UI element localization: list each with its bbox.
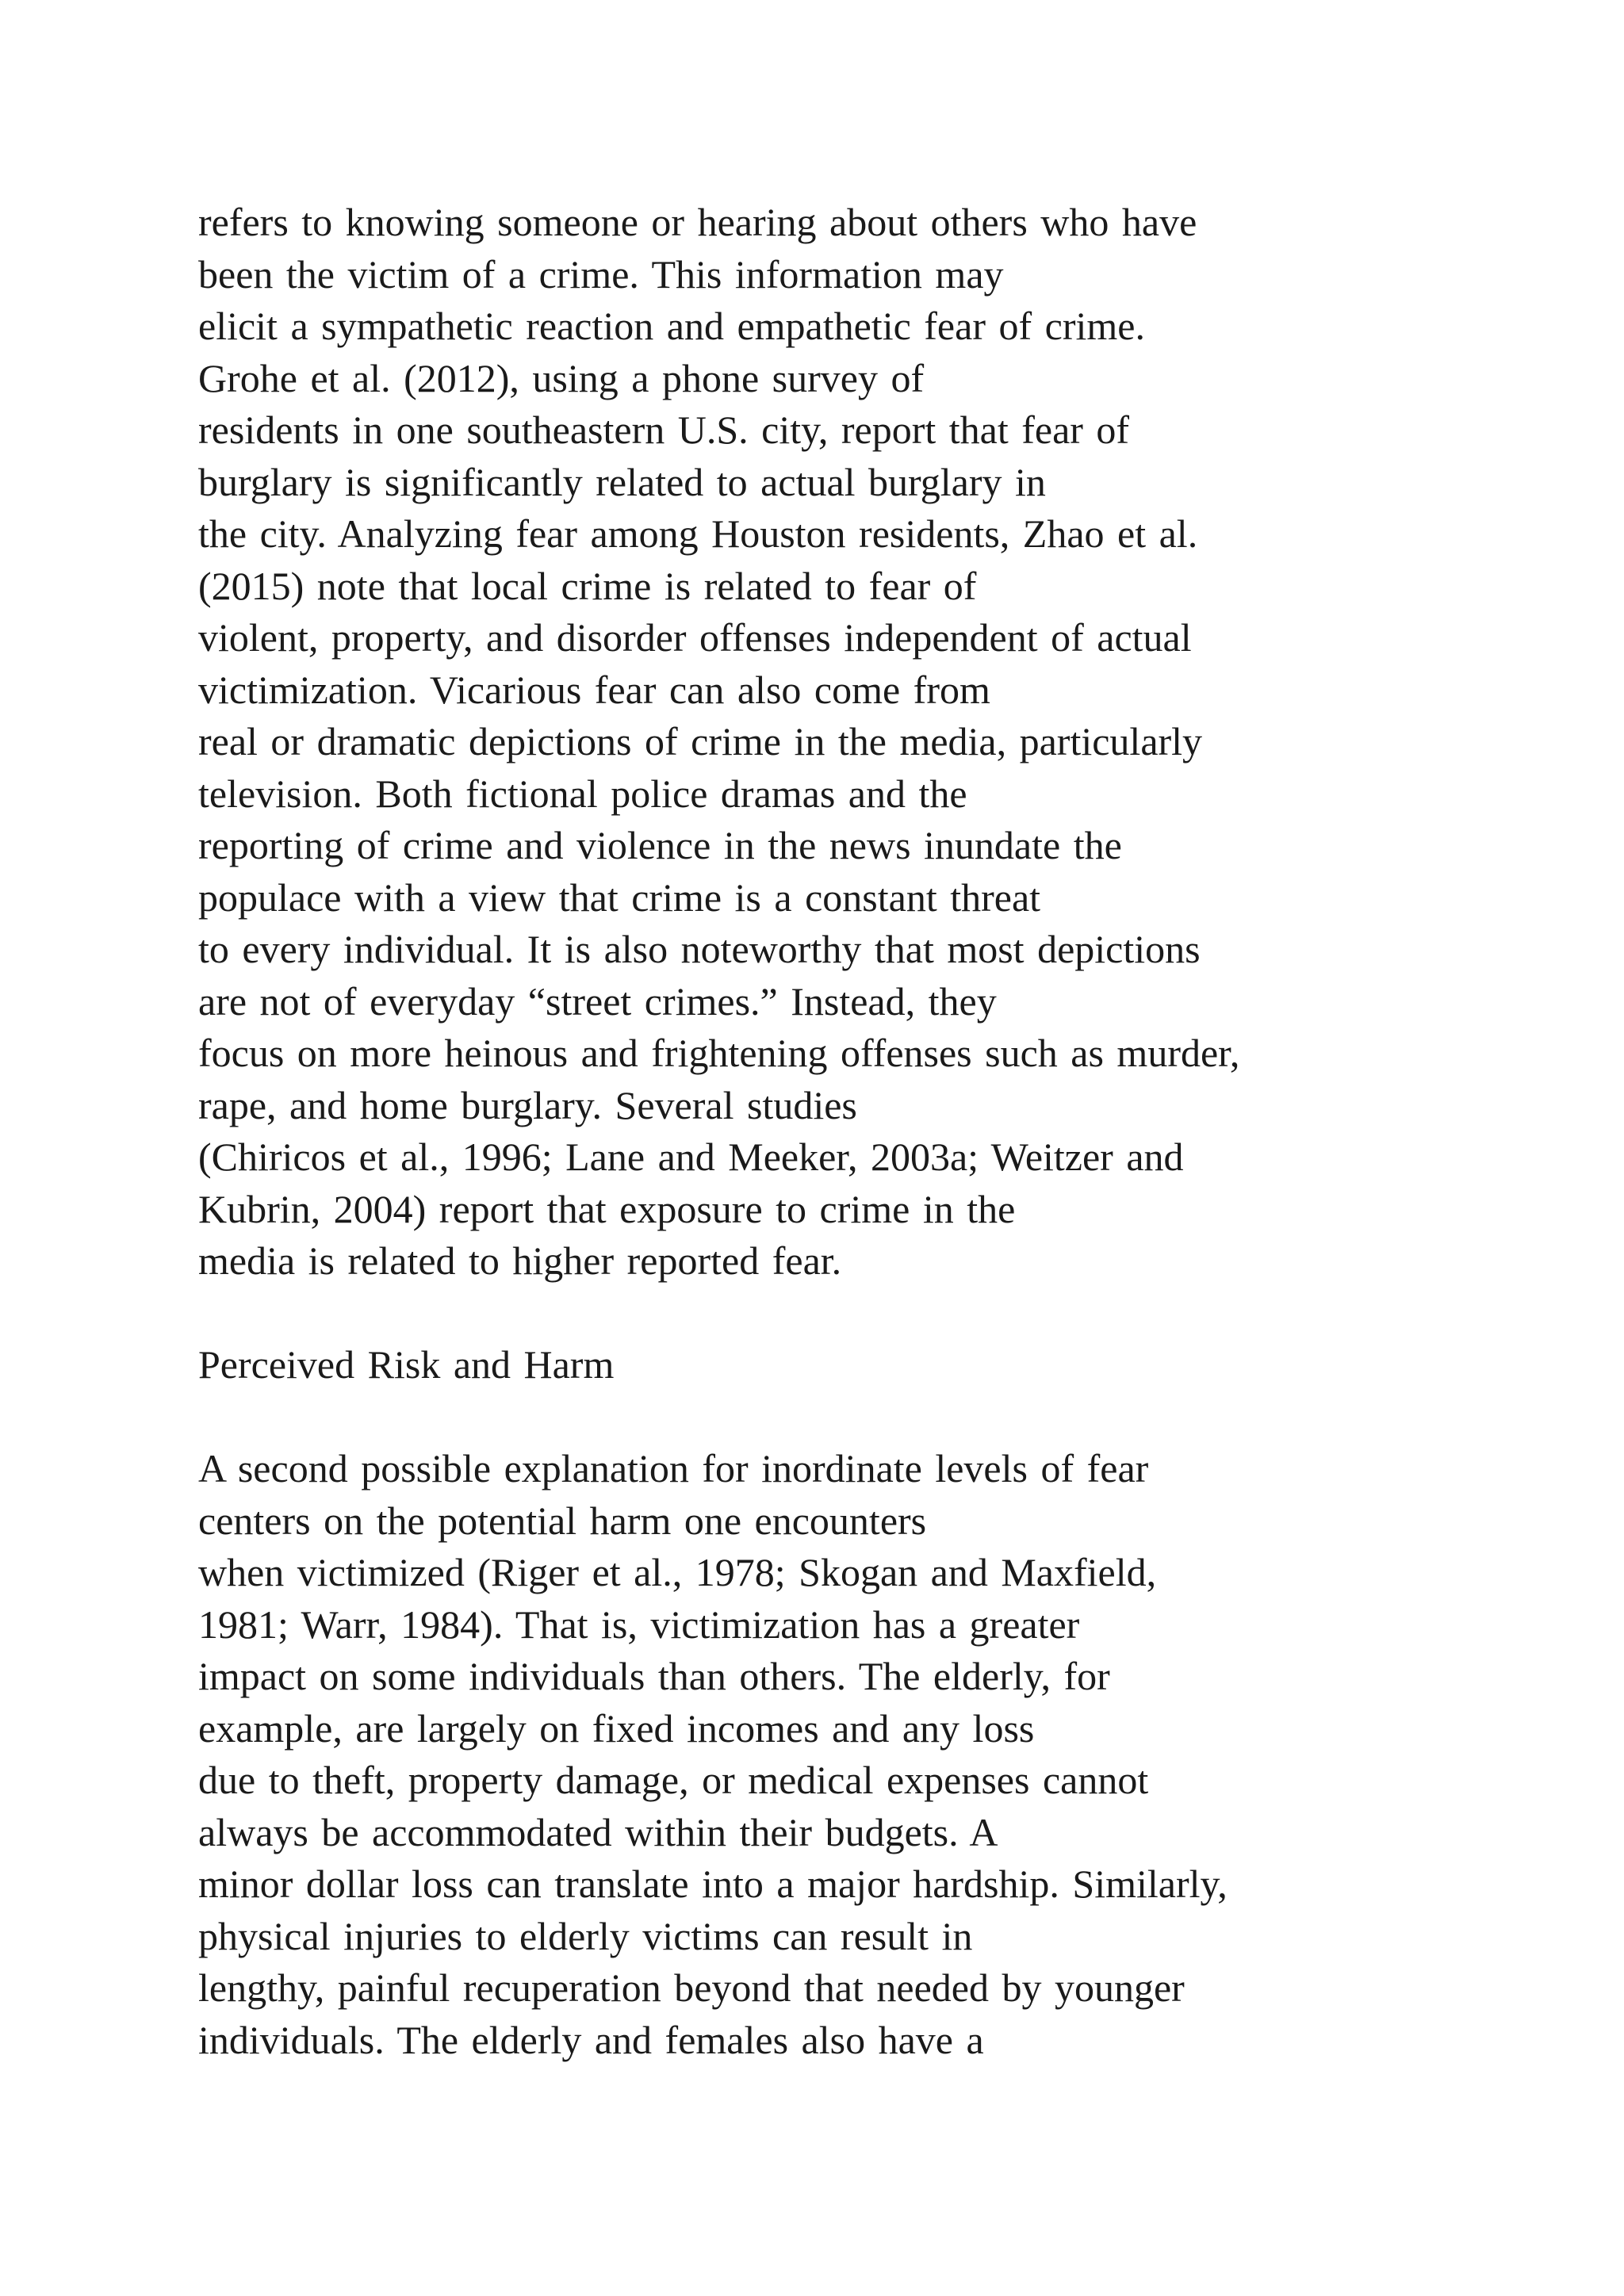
text-line: media is related to higher reported fear. [198,1238,842,1283]
text-line: lengthy, painful recuperation beyond that needed by younger [198,1965,1185,2010]
text-line: minor dollar loss can translate into a major hardship. Similarly, [198,1862,1228,1906]
paragraph-gap [198,1391,1594,1444]
text-line: impact on some individuals than others. The elderly, for [198,1654,1110,1698]
text-line: to every individual. It is also noteworthy that most depictions [198,927,1201,971]
paragraph-vicarious-fear [198,197,1594,1288]
text-line: burglary is significantly related to actual burglary in [198,459,1046,504]
text-line: are not of everyday “street crimes.” Instead, they [198,978,997,1024]
text-line: victimization. Vicarious fear can also come from [198,667,990,712]
text-line: populace with a view that crime is a constant threat [198,874,1041,920]
text-line: refers to knowing someone or hearing about others who have [198,200,1197,244]
text-line: Kubrin, 2004) report that exposure to crime in the [198,1186,1016,1231]
paragraph-gap [198,1288,1594,1340]
section-heading: Perceived Risk and Harm [198,1342,615,1387]
text-line: 1981; Warr, 1984). That is, victimization has a greater [198,1601,1080,1647]
text-line: example, are largely on fixed incomes and any loss [198,1705,1035,1751]
text-line: when victimized (Riger et al., 1978; Skogan and Maxfield, [198,1550,1157,1594]
text-line: A second possible explanation for inordinate levels of fear [198,1446,1149,1490]
text-line: violent, property, and disorder offenses independent of actual [198,615,1192,660]
text-line: elicit a sympathetic reaction and empathetic fear of crime. [198,304,1145,348]
text-line: real or dramatic depictions of crime in the media, particularly [198,719,1203,763]
text-line: Grohe et al. (2012), using a phone survey of [198,355,925,400]
text-line: centers on the potential harm one encounters [198,1498,927,1543]
text-line: (2015) note that local crime is related to fear of [198,563,977,608]
document-page [198,197,1594,2066]
paragraph-perceived-risk [198,1443,1594,2066]
text-line: (Chiricos et al., 1996; Lane and Meeker, 2003a; Weitzer and [198,1135,1184,1179]
text-line: residents in one southeastern U.S. city, report that fear of [198,408,1130,452]
text-line: rape, and home burglary. Several studies [198,1082,857,1127]
text-line: always be accommodated within their budgets. A [198,1809,998,1854]
text-line: the city. Analyzing fear among Houston residents, Zhao et al. [198,511,1198,556]
text-line: television. Both fictional police dramas and the [198,771,967,816]
text-line: individuals. The elderly and females also have a [198,2017,984,2062]
text-line: physical injuries to elderly victims can result in [198,1913,973,1958]
text-line: reporting of crime and violence in the news inundate the [198,823,1122,867]
text-line: due to theft, property damage, or medical expenses cannot [198,1758,1149,1802]
text-line: focus on more heinous and frightening offenses such as murder, [198,1031,1240,1075]
text-line: been the victim of a crime. This information may [198,251,1004,297]
